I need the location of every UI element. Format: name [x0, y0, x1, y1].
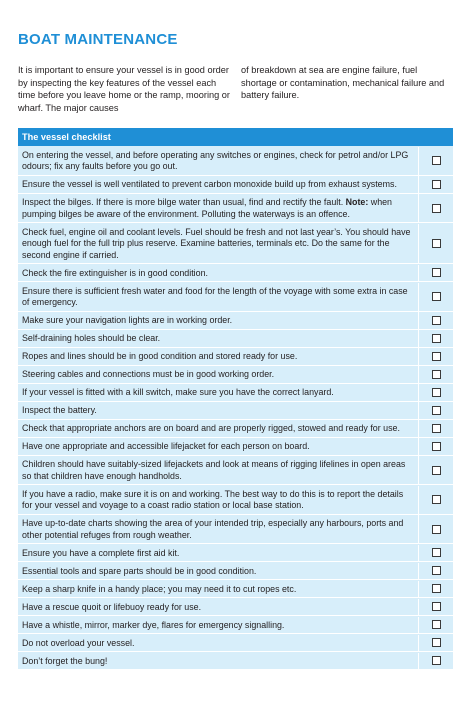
checklist-item-text: Ensure you have a complete first aid kit. — [18, 545, 419, 562]
page — [18, 30, 453, 670]
checklist-item-text: Have one appropriate and accessible lifejacket for each person on board. — [18, 438, 419, 455]
checklist-item — [18, 402, 453, 420]
checkbox-cell — [419, 652, 453, 669]
checkbox[interactable] — [432, 638, 441, 647]
checklist-header: The vessel checklist — [18, 128, 453, 146]
checkbox-cell — [419, 366, 453, 383]
checkbox[interactable] — [432, 239, 441, 248]
checklist-rows — [18, 146, 453, 670]
checkbox-cell — [419, 194, 453, 223]
checklist-item — [18, 282, 453, 312]
page-title: BOAT MAINTENANCE — [18, 31, 178, 48]
checklist-item — [18, 456, 453, 486]
intro-text — [18, 64, 453, 114]
checkbox[interactable] — [432, 406, 441, 415]
checkbox-cell — [419, 146, 453, 175]
checkbox-cell — [419, 456, 453, 485]
checkbox[interactable] — [432, 204, 441, 213]
checklist-item-text — [18, 194, 419, 222]
checklist-item — [18, 562, 453, 580]
checklist-item-text: Have a whistle, mirror, marker dye, flares for emergency signalling. — [18, 617, 419, 634]
checklist-item-text: Children should have suitably-sized lifejackets and look at means of rigging lifelines in open areas so that children have enough handholds. — [18, 456, 419, 484]
checklist-item-text: Make sure your navigation lights are in working order. — [18, 312, 419, 329]
checklist-item-text: If you have a radio, make sure it is on and working. The best way to do this is to report the details for your vessel and voyage to a coast radio station or local base station. — [18, 486, 419, 514]
checkbox-cell — [419, 176, 453, 193]
checklist-item — [18, 194, 453, 224]
checklist-item — [18, 223, 453, 264]
checkbox-cell — [419, 312, 453, 329]
intro-left-column: It is important to ensure your vessel is in good order by inspecting the key features of the vessel each time before you leave home or the ramp, mooring or wharf. The major causes — [18, 65, 230, 113]
checklist-item — [18, 634, 453, 652]
checklist-item — [18, 312, 453, 330]
checklist-item — [18, 146, 453, 176]
checklist-item — [18, 580, 453, 598]
checkbox-cell — [419, 420, 453, 437]
checklist-item — [18, 616, 453, 634]
checkbox-cell — [419, 515, 453, 544]
checkbox-cell — [419, 616, 453, 633]
checklist-item-text: Self-draining holes should be clear. — [18, 330, 419, 347]
checklist-item — [18, 598, 453, 616]
checklist-item-text: On entering the vessel, and before operating any switches or engines, check for petrol and/or LPG odours; fix any faults before you go out. — [18, 147, 419, 175]
checkbox-cell — [419, 402, 453, 419]
checklist-item — [18, 652, 453, 670]
checkbox-cell — [419, 348, 453, 365]
checkbox[interactable] — [432, 316, 441, 325]
checkbox-cell — [419, 544, 453, 561]
checkbox[interactable] — [432, 656, 441, 665]
checkbox[interactable] — [432, 525, 441, 534]
checklist-item-text: Check the fire extinguisher is in good condition. — [18, 265, 419, 282]
checklist-item-text-part: Inspect the bilges. If there is more bilge water than usual, find and rectify the fault. — [22, 197, 346, 208]
checkbox[interactable] — [432, 424, 441, 433]
checkbox-cell — [419, 282, 453, 311]
checklist-item-text: Keep a sharp knife in a handy place; you may need it to cut ropes etc. — [18, 581, 419, 598]
checkbox[interactable] — [432, 442, 441, 451]
checkbox[interactable] — [432, 584, 441, 593]
checkbox[interactable] — [432, 334, 441, 343]
checklist-item-text: Ensure there is sufficient fresh water and food for the length of the voyage with some extra in case of emergency. — [18, 283, 419, 311]
checkbox[interactable] — [432, 495, 441, 504]
checklist-item-text: Have up-to-date charts showing the area of your intended trip, especially any harbours, ports and other potential refuges from rough weather. — [18, 515, 419, 543]
checklist-item — [18, 366, 453, 384]
checkbox[interactable] — [432, 180, 441, 189]
checklist-item-text: Essential tools and spare parts should be in good condition. — [18, 563, 419, 580]
checkbox-cell — [419, 598, 453, 615]
checklist-item — [18, 420, 453, 438]
checkbox[interactable] — [432, 352, 441, 361]
checklist-item-text: Don’t forget the bung! — [18, 653, 419, 670]
vessel-checklist — [18, 128, 453, 670]
checklist-item — [18, 515, 453, 545]
checklist-item-text: If your vessel is fitted with a kill switch, make sure you have the correct lanyard. — [18, 384, 419, 401]
checklist-item-text-part: when pumping bilges be aware of the environment. Polluting the waterways is an offence. — [22, 197, 392, 219]
checkbox[interactable] — [432, 292, 441, 301]
checklist-item-text: Check fuel, engine oil and coolant levels. Fuel should be fresh and not last year’s. You should have enough fuel for the full trip plus reserve. Examine batteries, terminals etc. Do the same for the second engine if carried. — [18, 224, 419, 264]
checkbox[interactable] — [432, 388, 441, 397]
checklist-item-text: Ensure the vessel is well ventilated to prevent carbon monoxide build up from exhaust systems. — [18, 176, 419, 193]
note-label: Note: — [345, 197, 369, 208]
checkbox[interactable] — [432, 620, 441, 629]
checkbox-cell — [419, 580, 453, 597]
checkbox[interactable] — [432, 156, 441, 165]
checklist-item-text: Inspect the battery. — [18, 402, 419, 419]
checkbox[interactable] — [432, 370, 441, 379]
checklist-item-text: Do not overload your vessel. — [18, 635, 419, 652]
checkbox[interactable] — [432, 466, 441, 475]
checkbox[interactable] — [432, 548, 441, 557]
checkbox-cell — [419, 438, 453, 455]
checkbox-cell — [419, 485, 453, 514]
checkbox-cell — [419, 223, 453, 263]
checkbox[interactable] — [432, 268, 441, 277]
checklist-item — [18, 384, 453, 402]
checklist-item — [18, 544, 453, 562]
checkbox-cell — [419, 634, 453, 651]
intro-right-column: of breakdown at sea are engine failure, fuel shortage or contamination, mechanical failure and battery failure. — [241, 65, 445, 101]
checklist-item-text: Check that appropriate anchors are on board and are properly rigged, stowed and ready for use. — [18, 420, 419, 437]
checkbox-cell — [419, 562, 453, 579]
checklist-item-text: Have a rescue quoit or lifebuoy ready for use. — [18, 599, 419, 616]
checkbox-cell — [419, 384, 453, 401]
checklist-item — [18, 176, 453, 194]
checkbox-cell — [419, 264, 453, 281]
checklist-item — [18, 264, 453, 282]
checklist-item — [18, 485, 453, 515]
checklist-item-text: Steering cables and connections must be in good working order. — [18, 366, 419, 383]
checklist-item — [18, 348, 453, 366]
checklist-item — [18, 438, 453, 456]
checkbox[interactable] — [432, 602, 441, 611]
checkbox[interactable] — [432, 566, 441, 575]
checklist-item — [18, 330, 453, 348]
checklist-item-text: Ropes and lines should be in good condition and stored ready for use. — [18, 348, 419, 365]
checkbox-cell — [419, 330, 453, 347]
